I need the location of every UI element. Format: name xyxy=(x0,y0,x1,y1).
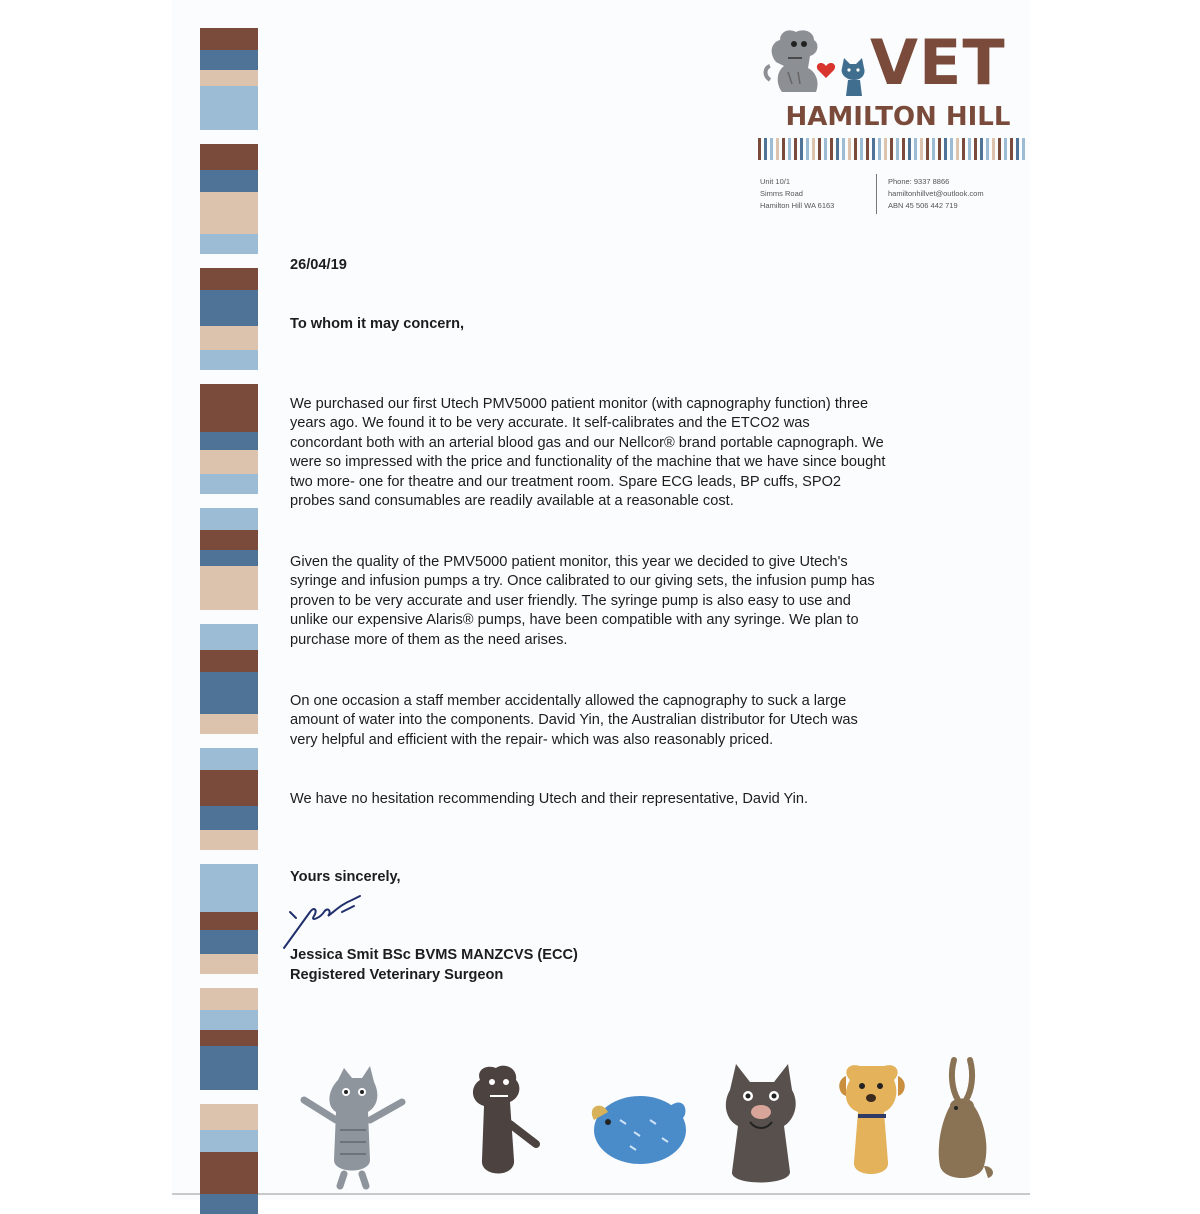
stripe-block xyxy=(200,988,258,1010)
stripe-block xyxy=(200,830,258,850)
address-line: Simms Road xyxy=(760,189,803,198)
stripe-block xyxy=(200,326,258,350)
letter-paragraph xyxy=(290,395,990,511)
stripe-block xyxy=(200,650,258,672)
dog-icon xyxy=(473,1066,536,1174)
stripe-block xyxy=(200,770,258,790)
paragraph-line: We have no hesitation recommending Utech and their representative, David Yin. xyxy=(290,791,809,807)
stripe-block xyxy=(200,930,258,954)
stripe-block xyxy=(200,144,258,170)
logo-bar-stripe xyxy=(848,138,851,160)
logo-dog-icon xyxy=(766,30,818,92)
logo-bar-stripe xyxy=(860,138,863,160)
logo-bar-stripe xyxy=(758,138,761,160)
logo-bar-stripe xyxy=(764,138,767,160)
logo-bar-stripe xyxy=(842,138,845,160)
stripe-block xyxy=(200,748,258,770)
stripe-block xyxy=(200,432,258,450)
address-line: Hamilton Hill WA 6163 xyxy=(760,201,835,210)
stripe-block xyxy=(200,806,258,830)
logo-bar-stripe xyxy=(902,138,905,160)
letter-paragraph xyxy=(290,790,990,809)
logo-bar-stripe xyxy=(1016,138,1019,160)
logo-bar-stripe xyxy=(974,138,977,160)
stripe-block xyxy=(200,210,258,234)
stripe-block xyxy=(200,1130,258,1152)
stripe-block xyxy=(200,234,258,254)
stripe-block xyxy=(200,70,258,86)
stripe-block xyxy=(200,290,258,310)
stripe-block xyxy=(200,624,258,650)
stripe-block xyxy=(200,790,258,806)
rabbit-icon xyxy=(939,1060,993,1178)
letter-paragraph xyxy=(290,553,990,650)
logo-vet-word: VET xyxy=(870,26,1006,99)
phone-text: Phone: 9337 8866 xyxy=(888,177,950,186)
stripe-block xyxy=(200,1030,258,1046)
logo-bar-stripe xyxy=(932,138,935,160)
letter-closing: Yours sincerely, xyxy=(290,869,401,885)
stripe-block xyxy=(200,890,258,912)
stripe-block xyxy=(200,310,258,326)
paragraph-line: proven to be very accurate and user friendly. The syringe pump is also easy to use and xyxy=(290,592,851,609)
logo-bar-stripe xyxy=(992,138,995,160)
logo-bar-stripe xyxy=(962,138,965,160)
paragraph-line: purchase more of them as the need arises. xyxy=(290,631,568,648)
contact-divider xyxy=(876,174,877,214)
logo-bar-stripe xyxy=(896,138,899,160)
logo-bar-stripe xyxy=(944,138,947,160)
stripe-block xyxy=(200,912,258,930)
logo-bar-stripe xyxy=(776,138,779,160)
paragraph-line: two more- one for theatre and our treatment room. Spare ECG leads, BP cuffs, SPO2 xyxy=(290,473,842,490)
logo-bar-stripe xyxy=(812,138,815,160)
stripe-block xyxy=(200,450,258,474)
stripe-block xyxy=(200,1070,258,1090)
paragraph-line: On one occasion a staff member accidentally allowed the capnography to suck a large xyxy=(290,693,847,709)
logo-bar-stripe xyxy=(866,138,869,160)
stripe-block xyxy=(200,28,258,50)
stripe-block xyxy=(200,672,258,690)
logo-bar-stripe xyxy=(800,138,803,160)
paragraph-line: were so impressed with the price and functionality of the machine that we have since bought xyxy=(290,454,886,471)
cat-icon xyxy=(304,1066,402,1186)
decorative-stripe-column xyxy=(200,0,258,1200)
stripe-block xyxy=(200,530,258,550)
paragraph-line: syringe and infusion pumps a try. Once calibrated to our giving sets, the infusion pump has xyxy=(290,573,875,590)
logo-bar-stripe xyxy=(926,138,929,160)
logo-bar-stripe xyxy=(1022,138,1025,160)
logo-bar-stripe xyxy=(938,138,941,160)
stripe-block xyxy=(200,1152,258,1170)
letter-salutation: To whom it may concern, xyxy=(290,316,465,332)
email-text: hamiltonhillvet@outlook.com xyxy=(888,189,984,198)
paragraph-line: very helpful and efficient with the repair- which was also reasonably priced. xyxy=(290,731,774,748)
stripe-block xyxy=(200,1104,258,1130)
stripe-block xyxy=(200,864,258,890)
logo-bar-stripe xyxy=(986,138,989,160)
paragraph-line: concordant both with an arterial blood gas and our Nellcor® brand portable capnograph. We xyxy=(290,434,884,451)
stripe-block xyxy=(200,1010,258,1030)
logo-subtitle: HAMILTON HILL xyxy=(785,102,1011,132)
paragraph-line: years ago. We found it to be very accurate. It self-calibrates and the ETCO2 was xyxy=(290,415,810,432)
logo-bar-stripe xyxy=(794,138,797,160)
handwritten-signature xyxy=(280,882,370,952)
puppy-icon xyxy=(839,1065,905,1174)
logo-bar-stripe xyxy=(830,138,833,160)
stripe-block xyxy=(200,268,258,290)
logo-bar-stripe xyxy=(878,138,881,160)
stripe-block xyxy=(200,50,258,70)
stripe-block xyxy=(200,1046,258,1070)
logo-bar-stripe xyxy=(788,138,791,160)
address-line: Unit 10/1 xyxy=(760,177,791,186)
logo-bar-stripe xyxy=(908,138,911,160)
page-bottom-rule xyxy=(172,1193,1030,1195)
stripe-block xyxy=(200,110,258,130)
paragraph-line: amount of water into the components. David Yin, the Australian distributor for Utech was xyxy=(290,712,858,729)
address-block xyxy=(760,176,834,212)
logo-stripe-bar xyxy=(758,138,1030,160)
logo-bar-stripe xyxy=(920,138,923,160)
stripe-block xyxy=(200,550,258,566)
logo-bar-stripe xyxy=(1010,138,1013,160)
abn-text: ABN 45 506 442 719 xyxy=(888,201,958,210)
logo-bar-stripe xyxy=(770,138,773,160)
logo-bar-stripe xyxy=(854,138,857,160)
logo-bar-stripe xyxy=(782,138,785,160)
logo-bar-stripe xyxy=(884,138,887,160)
bird-icon xyxy=(592,1096,686,1164)
paragraph-line: unlike our expensive Alaris® pumps, have been compatible with any syringe. We plan to xyxy=(290,612,859,629)
paragraph-line: probes sand consumables are readily available at a reasonable cost. xyxy=(290,493,734,510)
logo-bar-stripe xyxy=(890,138,893,160)
contact-block xyxy=(888,176,984,212)
stripe-block xyxy=(200,566,258,590)
logo-bar-stripe xyxy=(956,138,959,160)
stripe-block xyxy=(200,954,258,974)
stripe-block xyxy=(200,384,258,410)
logo-cat-icon xyxy=(842,58,865,96)
logo-bar-stripe xyxy=(872,138,875,160)
bulldog-icon xyxy=(726,1064,796,1183)
stripe-block xyxy=(200,714,258,734)
logo-bar-stripe xyxy=(998,138,1001,160)
logo-bar-stripe xyxy=(1004,138,1007,160)
stripe-block xyxy=(200,170,258,192)
signer-title: Registered Veterinary Surgeon xyxy=(290,967,504,983)
stripe-block xyxy=(200,1170,258,1194)
footer-animals xyxy=(290,1050,1030,1190)
logo-bar-stripe xyxy=(950,138,953,160)
logo-bar-stripe xyxy=(824,138,827,160)
logo-bar-stripe xyxy=(968,138,971,160)
stripe-block xyxy=(200,410,258,432)
stripe-block xyxy=(200,86,258,110)
stripe-block xyxy=(200,350,258,370)
stripe-block xyxy=(200,192,258,210)
stripe-block xyxy=(200,508,258,530)
logo-bar-stripe xyxy=(818,138,821,160)
logo-bar-stripe xyxy=(836,138,839,160)
letter-paragraph xyxy=(290,692,990,750)
logo-bar-stripe xyxy=(914,138,917,160)
stripe-block xyxy=(200,590,258,610)
letter-date: 26/04/19 xyxy=(290,257,347,273)
signer-name: Jessica Smit BSc BVMS MANZCVS (ECC) xyxy=(290,947,578,963)
paragraph-line: We purchased our first Utech PMV5000 patient monitor (with capnography function) three xyxy=(290,396,869,412)
stripe-block xyxy=(200,474,258,494)
logo-bar-stripe xyxy=(806,138,809,160)
logo-bar-stripe xyxy=(980,138,983,160)
stripe-block xyxy=(200,690,258,714)
paragraph-line: Given the quality of the PMV5000 patient monitor, this year we decided to give Utech's xyxy=(290,554,848,570)
logo-heart-icon xyxy=(817,63,835,78)
stripe-block xyxy=(200,1194,258,1214)
